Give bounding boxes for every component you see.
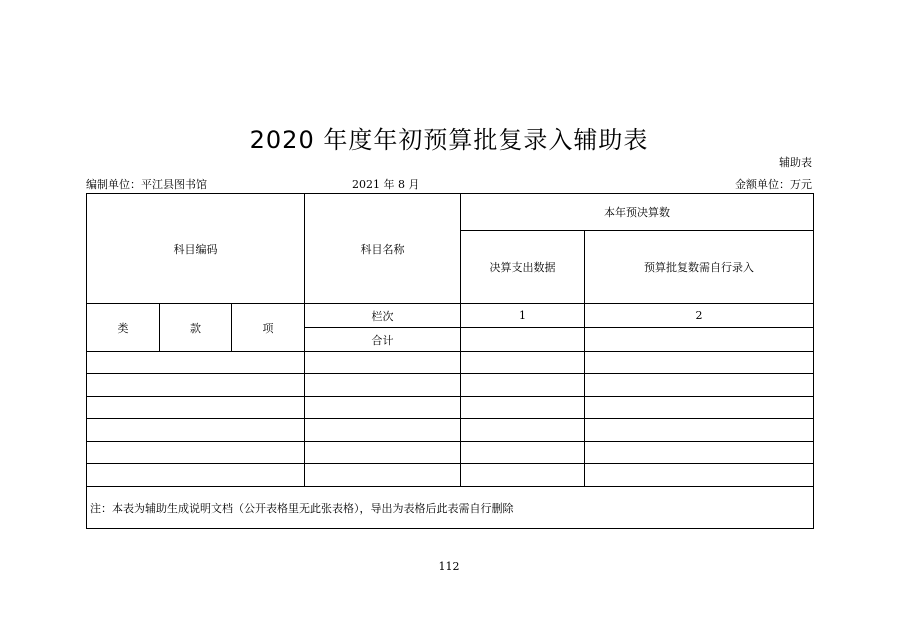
total-col1 <box>461 328 585 352</box>
total-col2 <box>585 328 814 352</box>
col2-cell <box>585 442 814 464</box>
lei-header: 类 <box>87 304 160 352</box>
table-row <box>87 352 814 374</box>
code-cell <box>87 442 305 464</box>
col1-cell <box>461 442 585 464</box>
col1-header: 决算支出数据 <box>461 231 585 304</box>
col2-cell <box>585 352 814 374</box>
col2-cell <box>585 397 814 419</box>
unit-label: 编制单位：平江县图书馆 <box>86 178 207 191</box>
col1-cell <box>461 464 585 487</box>
group-header: 本年预决算数 <box>461 194 814 231</box>
code-cell <box>87 374 305 397</box>
kuan-header: 款 <box>160 304 232 352</box>
lanci-2: 2 <box>585 304 814 328</box>
aux-table <box>86 193 814 529</box>
col2-cell <box>585 374 814 397</box>
code-cell <box>87 397 305 419</box>
name-cell <box>305 464 461 487</box>
lanci-1: 1 <box>461 304 585 328</box>
page-number: 112 <box>438 560 460 573</box>
col2-cell <box>585 464 814 487</box>
code-header: 科目编码 <box>87 194 305 304</box>
code-cell <box>87 419 305 442</box>
amount-unit-label: 金额单位：万元 <box>735 178 812 191</box>
col1-cell <box>461 352 585 374</box>
col1-cell <box>461 397 585 419</box>
code-cell <box>87 352 305 374</box>
header-row-1 <box>87 194 814 231</box>
lanci-label: 栏次 <box>305 304 461 328</box>
aux-table-container <box>86 193 813 529</box>
name-cell <box>305 352 461 374</box>
date-label: 2021 年 8 月 <box>352 178 420 191</box>
col2-cell <box>585 419 814 442</box>
col2-header: 预算批复数需自行录入 <box>585 231 814 304</box>
name-cell <box>305 397 461 419</box>
code-cell <box>87 464 305 487</box>
total-label: 合计 <box>305 328 461 352</box>
table-row <box>87 442 814 464</box>
table-row <box>87 464 814 487</box>
col1-cell <box>461 374 585 397</box>
form-code-label: 辅助表 <box>779 156 812 169</box>
table-note: 注：本表为辅助生成说明文档（公开表格里无此张表格），导出为表格后此表需自行删除 <box>87 487 814 529</box>
page-title: 2020 年度年初预算批复录入辅助表 <box>249 126 649 154</box>
table-row <box>87 419 814 442</box>
xiang-header: 项 <box>232 304 305 352</box>
note-row <box>87 487 814 529</box>
name-cell <box>305 442 461 464</box>
table-row <box>87 374 814 397</box>
col1-cell <box>461 419 585 442</box>
name-cell <box>305 374 461 397</box>
table-row <box>87 397 814 419</box>
name-cell <box>305 419 461 442</box>
name-header: 科目名称 <box>305 194 461 304</box>
lanci-row <box>87 304 814 328</box>
